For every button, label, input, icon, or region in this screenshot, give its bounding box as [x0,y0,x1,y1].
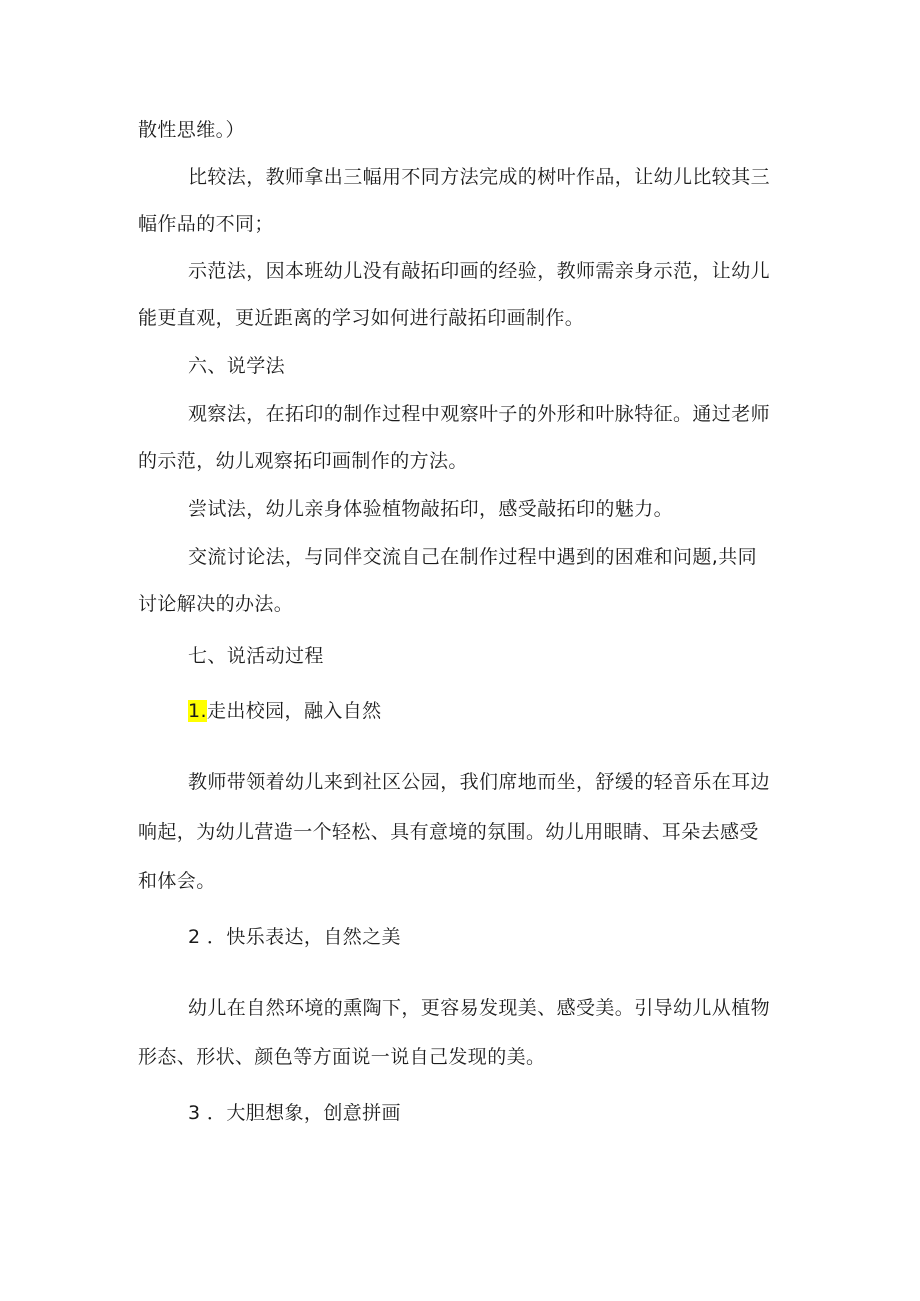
step-heading-2: 2 ．快乐表达，自然之美 [188,926,401,948]
step-title: 走出校园，融入自然 [206,700,382,722]
text-line: 的示范，幼儿观察拓印画制作的方法。 [138,450,468,472]
text-line: 形态、形状、颜色等方面说一说自己发现的美。 [138,1046,546,1068]
text-line: 和体会。 [138,870,216,892]
paragraph-demonstration-method: 示范法，因本班幼儿没有敲拓印画的经验，教师需亲身示范，让幼儿 [188,260,771,282]
step-heading-1 [188,699,798,723]
text-line: 讨论解决的办法。 [138,593,294,615]
text-line: 能更直观，更近距离的学习如何进行敲拓印画制作。 [138,307,585,329]
paragraph-trial-method: 尝试法，幼儿亲身体验植物敲拓印，感受敲拓印的魅力。 [188,498,674,520]
paragraph-step-2: 幼儿在自然环境的熏陶下，更容易发现美、感受美。引导幼儿从植物 [188,997,771,1019]
paragraph-comparison-method: 比较法，教师拿出三幅用不同方法完成的树叶作品，让幼儿比较其三 [188,166,771,188]
paragraph-observation-method: 观察法，在拓印的制作过程中观察叶子的外形和叶脉特征。通过老师 [188,403,771,425]
text-line: 响起，为幼儿营造一个轻松、具有意境的氛围。幼儿用眼睛、耳朵去感受 [138,821,759,843]
text-line: 散性思维。） [138,119,245,141]
section-heading-learning-methods: 六、说学法 [188,355,286,377]
highlighted-step-number: 1. [188,700,207,722]
paragraph-step-1: 教师带领着幼儿来到社区公园，我们席地而坐，舒缓的轻音乐在耳边 [188,771,771,793]
text-line: 幅作品的不同； [138,213,274,235]
step-heading-3: 3 ．大胆想象，创意拼画 [188,1102,401,1124]
section-heading-activity-process: 七、说活动过程 [188,645,324,667]
paragraph-discussion-method: 交流讨论法，与同伴交流自己在制作过程中遇到的困难和问题,共同 [188,546,758,568]
